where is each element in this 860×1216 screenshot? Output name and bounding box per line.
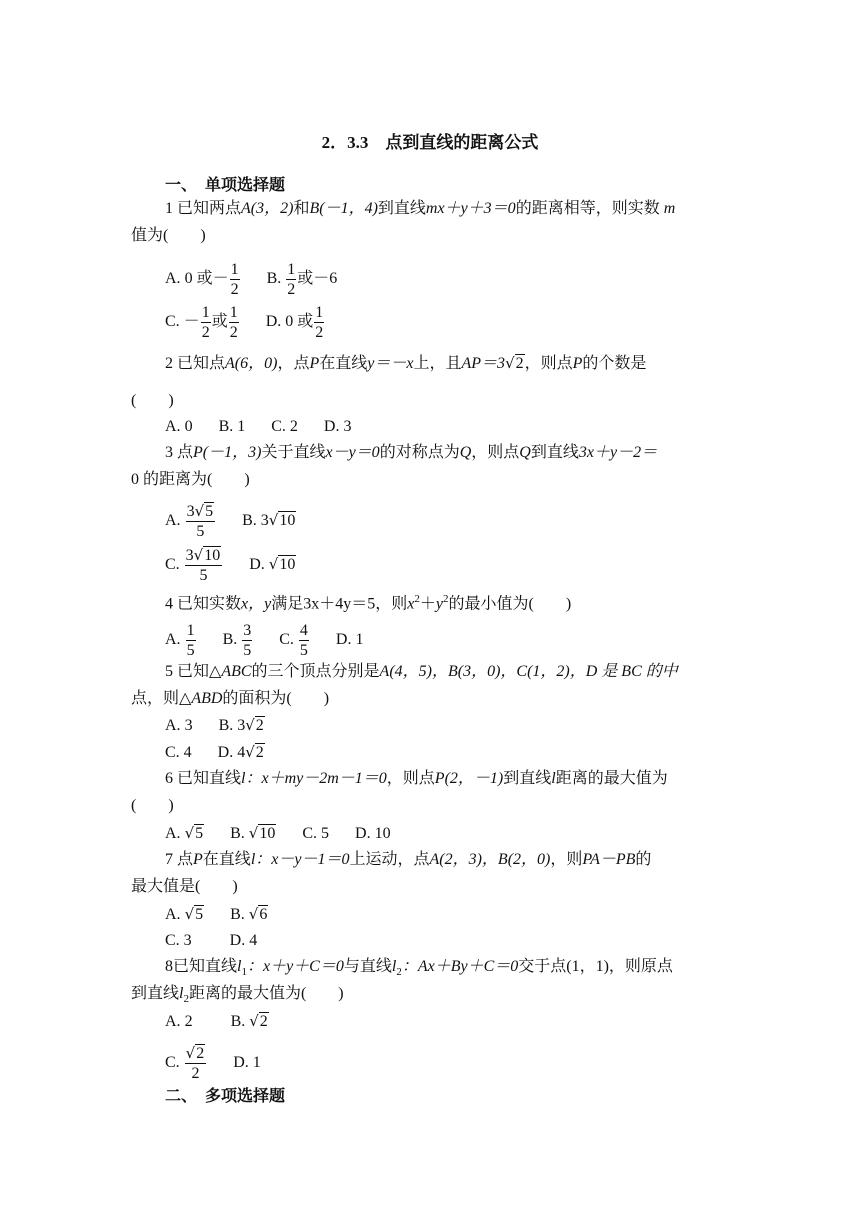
q1-line1: 1 已知两点A(3，2)和B(－1，4)到直线mx＋y＋3＝0的距离相等，则实数 m — [165, 200, 676, 217]
q1-options-cd: C. － $\frac{1}{2}$ 或 $\frac{1}{2}$ D. 0 或 $\frac{1}{2}$ — [165, 304, 324, 341]
q4-options: A. $\frac{1}{5}$ B. $\frac{3}{5}$ C. $\frac{4}{5}$ D. 1 — [165, 622, 364, 659]
q2-options: A. 0 B. 1 C. 2 D. 3 — [165, 418, 352, 435]
q8-line2: 到直线$l_2$距离的最大值为( ) — [131, 985, 344, 1006]
q3-line2: 0 的距离为( ) — [131, 471, 250, 488]
q8-options-ab: A. 2 B. √2 — [165, 1012, 268, 1030]
q5-line2: 点，则△ABD的面积为( ) — [131, 690, 330, 707]
q1-line2: 值为( ) — [131, 227, 206, 244]
page-title: 2．3.3 点到直线的距离公式 — [321, 133, 539, 152]
q3-options-cd: C. $\frac{3√10}{5}$ D. √10 — [165, 546, 296, 584]
q4-line1: 4 已知实数x，y满足3x＋4y＝5，则$x^2+y^2$的最小值为( ) — [165, 593, 572, 613]
q7-line2: 最大值是( ) — [131, 878, 238, 895]
q7-options-cd: C. 3 D. 4 — [165, 932, 258, 949]
q8-line1: 8已知直线$l_1$：x＋y＋C＝0与直线$l_2$：Ax＋By＋C＝0交于点(1，1)，则原点 — [165, 958, 673, 979]
q7-line1: 7 点P在直线l：x－y－1＝0上运动，点A(2，3)，B(2，0)，则PA－PB的 — [165, 851, 652, 868]
section-heading-multiple: 二、 多项选择题 — [165, 1088, 286, 1105]
q6-options: A. √5 B. √10 C. 5 D. 10 — [165, 824, 391, 842]
q6-line2: ( ) — [131, 797, 174, 814]
q6-line1: 6 已知直线l：x＋my－2m－1＝0，则点P(2，－1)到直线l距离的最大值为 — [165, 770, 668, 787]
q5-line1: 5 已知△ABC的三个顶点分别是A(4，5)，B(3，0)，C(1，2)，D 是 BC 的中 — [165, 663, 678, 680]
section-heading-single: 一、 单项选择题 — [165, 177, 286, 194]
q5-options-cd: C. 4 D. 4√2 — [165, 743, 264, 761]
q5-options-ab: A. 3 B. 3√2 — [165, 716, 264, 734]
q8-options-cd: C. $\frac{√2}{2}$ D. 1 — [165, 1044, 261, 1082]
q7-options-ab: A. √5 B. √6 — [165, 905, 268, 923]
q1-options-ab: A. 0 或－ $\frac{1}{2}$ B. $\frac{1}{2}$ 或－6 — [165, 261, 338, 298]
q2-line1: 2 已知点A(6，0)，点P在直线y＝－x上，且AP＝3√2，则点P的个数是 — [165, 354, 647, 372]
q3-options-ab: A. $\frac{3√5}{5}$ B. 3√10 — [165, 502, 296, 540]
q2-line2: ( ) — [131, 392, 174, 409]
q3-line1: 3 点P(－1，3)关于直线x－y＝0的对称点为Q，则点Q到直线3x＋y－2＝ — [165, 444, 658, 461]
